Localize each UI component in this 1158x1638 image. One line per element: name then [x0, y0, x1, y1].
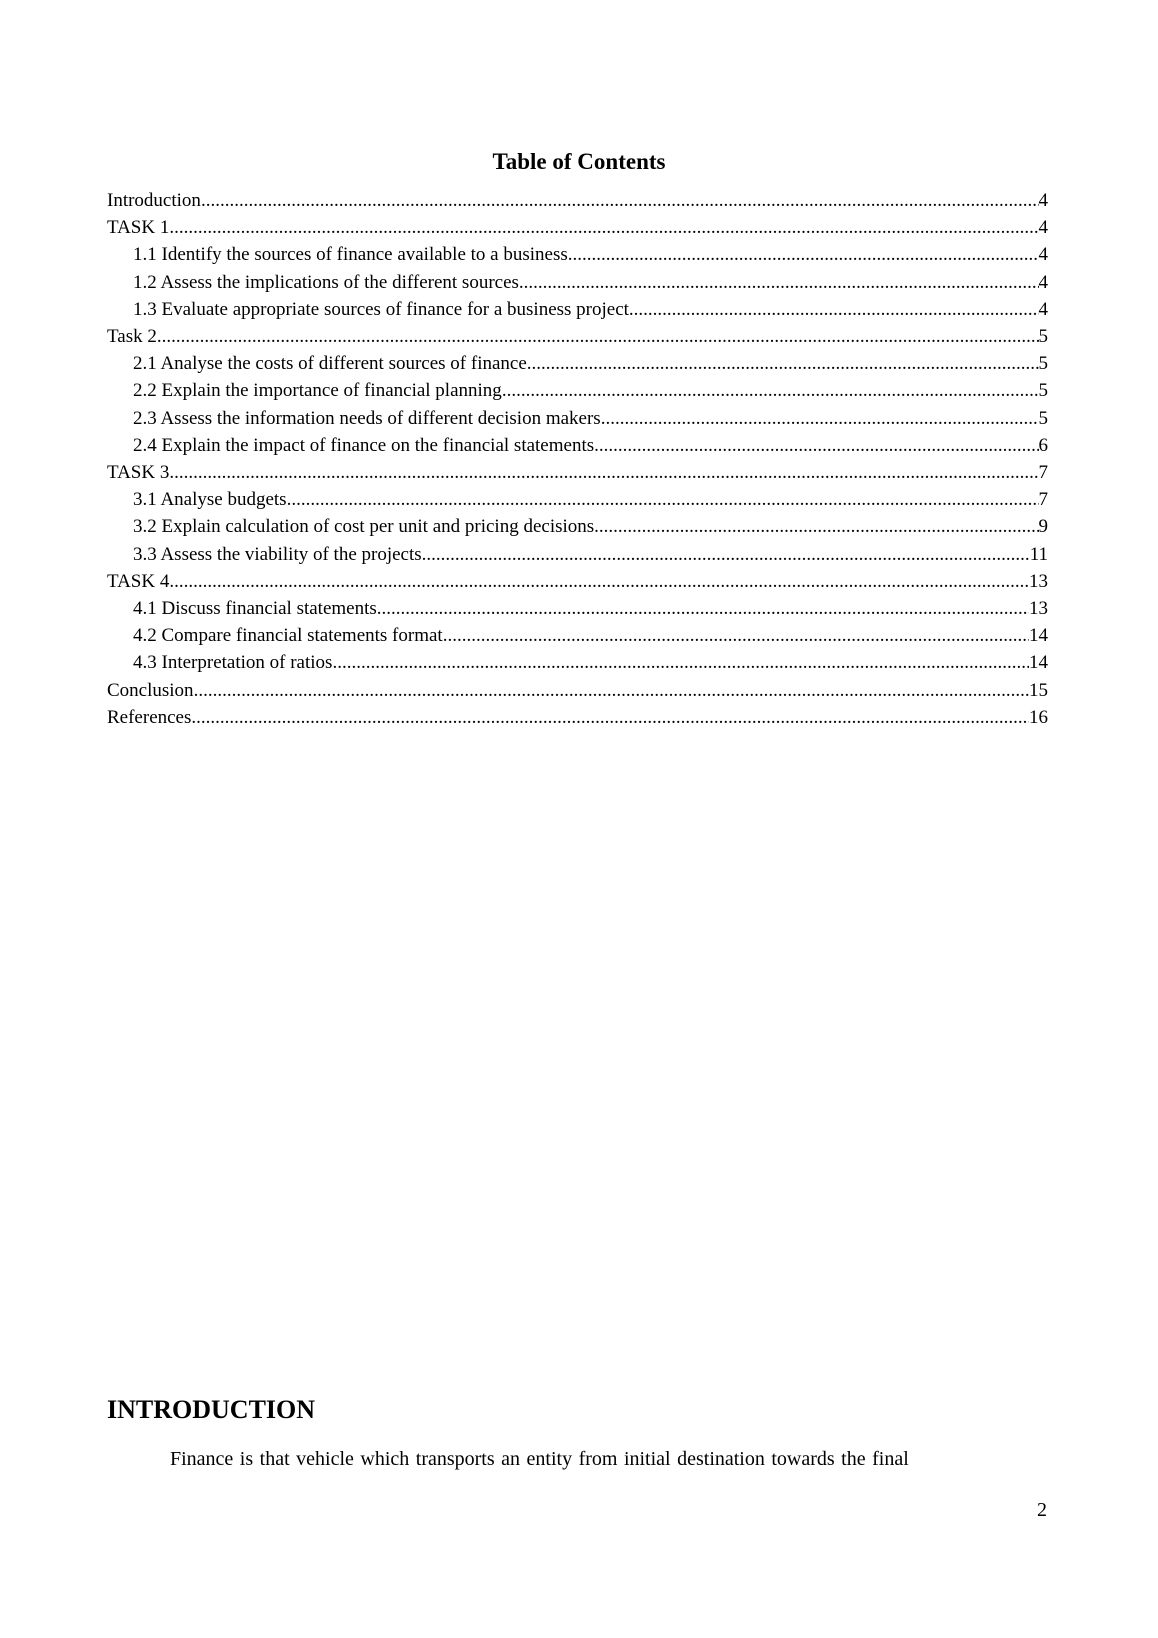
toc-leader-dots	[594, 513, 1038, 540]
toc-entry-page: 4	[1038, 271, 1048, 293]
toc-entry-label: TASK 3	[107, 462, 170, 484]
toc-entry[interactable]	[107, 241, 1048, 268]
toc-entry[interactable]	[107, 704, 1048, 731]
toc-entry-label: 4.2 Compare financial statements format	[133, 625, 443, 647]
toc-entry-label: Introduction	[107, 190, 201, 211]
toc-entry-label: Task 2	[107, 326, 157, 348]
toc-leader-dots	[568, 241, 1039, 268]
toc-entry-page: 4	[1038, 190, 1048, 211]
toc-entry-label: 2.3 Assess the information needs of different decision makers	[133, 407, 601, 429]
toc-leader-dots	[377, 595, 1029, 622]
toc-entry-page: 13	[1029, 598, 1048, 620]
toc-entry[interactable]	[107, 677, 1048, 704]
toc-entry[interactable]	[107, 377, 1048, 404]
toc-entry[interactable]	[107, 486, 1048, 513]
toc-entry-label: 3.1 Analyse budgets	[133, 489, 287, 511]
toc-leader-dots	[519, 269, 1039, 296]
toc-leader-dots	[169, 459, 1038, 486]
toc-entry[interactable]	[107, 269, 1048, 296]
toc-entry[interactable]	[107, 296, 1048, 323]
toc-entry-page: 5	[1038, 326, 1048, 348]
toc-entry-label: References	[107, 706, 192, 728]
toc-entry-label: 1.1 Identify the sources of finance available to a business	[133, 244, 568, 266]
toc-entry-label: 4.3 Interpretation of ratios	[133, 652, 333, 674]
toc-entry[interactable]	[107, 187, 1048, 214]
toc-leader-dots	[191, 704, 1029, 731]
toc-entry-page: 16	[1029, 706, 1048, 728]
page-number: 2	[1037, 1499, 1047, 1521]
toc-entry[interactable]	[107, 459, 1048, 486]
toc-entry-label: 1.3 Evaluate appropriate sources of finance for a business project	[133, 298, 629, 320]
toc-entry-page: 15	[1029, 679, 1048, 701]
toc-entry-label: 2.4 Explain the impact of finance on the financial statements	[133, 434, 595, 456]
toc-entry-page: 7	[1038, 462, 1048, 484]
toc-entry-page: 4	[1038, 298, 1048, 320]
toc-leader-dots	[601, 405, 1039, 432]
toc-entry-label: 2.2 Explain the importance of financial planning	[133, 380, 502, 402]
toc-entry-page: 14	[1029, 625, 1048, 647]
toc-entry-page: 4	[1038, 217, 1048, 239]
toc-leader-dots	[201, 187, 1039, 214]
toc-leader-dots	[527, 350, 1039, 377]
toc-leader-dots	[594, 432, 1038, 459]
toc-entry-page: 7	[1038, 489, 1048, 511]
toc-entry[interactable]	[107, 350, 1048, 377]
toc-entry-label: 3.3 Assess the viability of the projects	[133, 543, 422, 565]
toc-entry-page: 4	[1038, 244, 1048, 266]
toc-title: Table of Contents	[492, 149, 666, 174]
toc-leader-dots	[332, 649, 1029, 676]
toc-entry[interactable]	[107, 432, 1048, 459]
toc-entry-label: 4.1 Discuss financial statements	[133, 598, 377, 620]
toc-entry-label: 1.2 Assess the implications of the different sources	[133, 271, 519, 293]
toc-entry[interactable]	[107, 595, 1048, 622]
toc-entry-page: 9	[1038, 516, 1048, 538]
toc-entry-page: 14	[1029, 652, 1048, 674]
toc-entry[interactable]	[107, 405, 1048, 432]
toc-entry-label: 2.1 Analyse the costs of different sources of finance	[133, 353, 527, 375]
introduction-paragraph: Finance is that vehicle which transports an entity from initial destination towards the final	[170, 1448, 909, 1470]
toc-entry[interactable]	[107, 541, 1048, 568]
toc-entry-page: 5	[1038, 407, 1048, 429]
toc-leader-dots	[443, 622, 1029, 649]
toc-entry-page: 5	[1038, 380, 1048, 402]
toc-entry-page: 5	[1038, 353, 1048, 375]
toc-leader-dots	[169, 568, 1029, 595]
toc-entry[interactable]	[107, 513, 1048, 540]
toc-entry-label: Conclusion	[107, 679, 194, 701]
toc-leader-dots	[194, 677, 1029, 704]
toc-entry-label: TASK 4	[107, 570, 170, 592]
toc-list	[107, 187, 1048, 731]
toc-leader-dots	[502, 377, 1039, 404]
toc-entry-label: 3.2 Explain calculation of cost per unit and pricing decisions	[133, 516, 595, 538]
toc-entry-page: 11	[1029, 543, 1048, 565]
toc-leader-dots	[169, 214, 1038, 241]
toc-leader-dots	[157, 323, 1039, 350]
toc-leader-dots	[287, 486, 1039, 513]
toc-leader-dots	[629, 296, 1039, 323]
toc-entry[interactable]	[107, 649, 1048, 676]
toc-entry[interactable]	[107, 622, 1048, 649]
toc-entry-page: 6	[1038, 434, 1048, 456]
introduction-heading: INTRODUCTION	[107, 1395, 316, 1424]
toc-leader-dots	[422, 541, 1030, 568]
toc-entry[interactable]	[107, 568, 1048, 595]
toc-entry[interactable]	[107, 323, 1048, 350]
toc-entry[interactable]	[107, 214, 1048, 241]
toc-entry-label: TASK 1	[107, 217, 170, 239]
toc-entry-page: 13	[1029, 570, 1048, 592]
